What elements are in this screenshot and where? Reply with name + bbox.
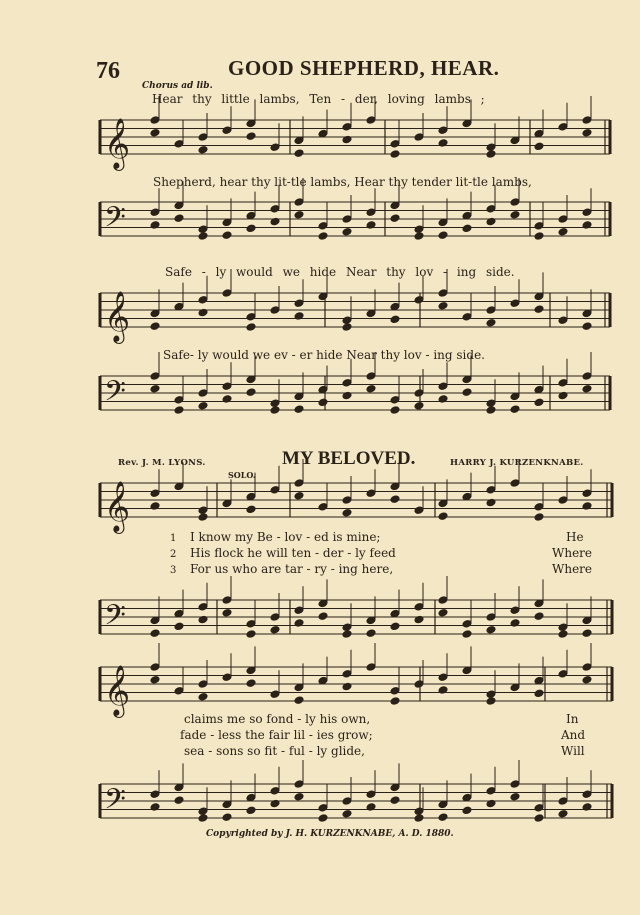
notehead bbox=[534, 689, 544, 698]
notehead bbox=[222, 382, 232, 391]
notehead bbox=[342, 623, 352, 632]
verse-text: I know my Be - lov - ed is mine; bbox=[190, 530, 381, 544]
notehead bbox=[414, 807, 424, 816]
notehead bbox=[390, 687, 400, 696]
notehead bbox=[486, 690, 496, 699]
notehead bbox=[294, 149, 304, 158]
notehead bbox=[510, 405, 520, 414]
notehead bbox=[582, 208, 592, 217]
notehead bbox=[294, 696, 304, 705]
notehead bbox=[486, 150, 496, 159]
notehead bbox=[318, 814, 328, 823]
verse-text: For us who are tar - ry - ing here, bbox=[190, 562, 394, 576]
notehead bbox=[270, 143, 280, 152]
notehead bbox=[390, 396, 400, 405]
notehead bbox=[198, 506, 208, 515]
notehead bbox=[222, 813, 232, 822]
notehead bbox=[246, 313, 256, 322]
notehead bbox=[510, 606, 520, 615]
notehead bbox=[270, 625, 280, 634]
notehead bbox=[558, 316, 568, 325]
notehead bbox=[414, 296, 424, 305]
notehead bbox=[198, 389, 208, 398]
song-title-good-shepherd: GOOD SHEPHERD, HEAR. bbox=[228, 56, 500, 80]
notehead bbox=[270, 399, 280, 408]
verse-number: 3 bbox=[170, 565, 177, 576]
notehead bbox=[150, 489, 160, 498]
verse-2-end-word-2: And bbox=[561, 728, 586, 742]
notehead bbox=[438, 382, 448, 391]
notehead bbox=[534, 513, 544, 522]
notehead bbox=[438, 813, 448, 822]
notehead bbox=[438, 126, 448, 135]
notehead bbox=[150, 629, 160, 638]
notehead bbox=[294, 299, 304, 308]
notehead bbox=[582, 629, 592, 638]
notehead bbox=[486, 787, 496, 796]
notehead bbox=[318, 232, 328, 241]
notehead bbox=[198, 513, 208, 522]
notehead bbox=[198, 680, 208, 689]
notehead bbox=[294, 479, 304, 488]
verse-text: His flock he will ten - der - ly feed bbox=[190, 546, 396, 560]
notehead bbox=[486, 406, 496, 415]
notehead bbox=[294, 491, 304, 500]
notehead bbox=[486, 697, 496, 706]
notehead bbox=[534, 222, 544, 231]
notehead bbox=[534, 503, 544, 512]
notehead bbox=[366, 208, 376, 217]
notehead bbox=[438, 289, 448, 298]
notehead bbox=[342, 227, 352, 236]
notehead bbox=[342, 670, 352, 679]
notehead bbox=[150, 675, 160, 684]
notehead bbox=[342, 630, 352, 639]
notehead bbox=[294, 606, 304, 615]
notehead bbox=[150, 322, 160, 331]
notehead bbox=[198, 603, 208, 612]
notehead bbox=[486, 625, 496, 634]
notehead bbox=[270, 613, 280, 622]
notehead bbox=[318, 398, 328, 407]
composer-credit: HARRY J. KURZENKNABE. bbox=[450, 458, 584, 468]
notehead bbox=[558, 215, 568, 224]
treble-clef-icon: 𝄞 bbox=[104, 665, 131, 716]
notehead bbox=[246, 388, 256, 397]
notehead bbox=[174, 214, 184, 223]
verse-3-end-word-2: Will bbox=[561, 744, 585, 758]
notehead bbox=[342, 379, 352, 388]
notehead bbox=[582, 372, 592, 381]
notehead bbox=[198, 692, 208, 701]
notehead bbox=[390, 495, 400, 504]
notehead bbox=[534, 142, 544, 151]
bass-clef-icon: 𝄢 bbox=[104, 201, 126, 241]
notehead bbox=[270, 486, 280, 495]
notehead bbox=[222, 231, 232, 240]
verse-number: 2 bbox=[170, 549, 177, 560]
notehead bbox=[246, 323, 256, 332]
notehead bbox=[390, 697, 400, 706]
notehead bbox=[294, 780, 304, 789]
notehead bbox=[582, 384, 592, 393]
notehead bbox=[462, 313, 472, 322]
notehead bbox=[414, 133, 424, 142]
notehead bbox=[198, 133, 208, 142]
notehead bbox=[198, 225, 208, 234]
notehead bbox=[390, 622, 400, 631]
verse-3-end-word: Where bbox=[552, 562, 593, 576]
notehead bbox=[198, 296, 208, 305]
notehead bbox=[558, 496, 568, 505]
notehead bbox=[510, 792, 520, 801]
verse-1-end-word: He bbox=[566, 530, 584, 544]
notehead bbox=[174, 406, 184, 415]
notehead bbox=[534, 804, 544, 813]
notehead bbox=[150, 663, 160, 672]
notehead bbox=[558, 797, 568, 806]
notehead bbox=[534, 814, 544, 823]
notehead bbox=[462, 620, 472, 629]
notehead bbox=[390, 214, 400, 223]
notehead bbox=[414, 225, 424, 234]
bass-clef-icon: 𝄢 bbox=[104, 783, 126, 823]
treble-clef-icon: 𝄞 bbox=[104, 481, 131, 532]
lyric-line-2: Shepherd, hear thy lit-tle lambs, Hear thy tender lit-tle lambs, bbox=[153, 175, 532, 189]
notehead bbox=[246, 132, 256, 141]
bass-clef-icon: 𝄢 bbox=[104, 599, 126, 639]
notehead bbox=[342, 797, 352, 806]
notehead bbox=[150, 116, 160, 125]
notehead bbox=[414, 232, 424, 241]
verse-number: 1 bbox=[170, 533, 177, 544]
notehead bbox=[510, 479, 520, 488]
notehead bbox=[582, 790, 592, 799]
notehead bbox=[342, 215, 352, 224]
notehead bbox=[462, 388, 472, 397]
notehead bbox=[246, 679, 256, 688]
notehead bbox=[150, 384, 160, 393]
notehead bbox=[510, 299, 520, 308]
notehead bbox=[174, 622, 184, 631]
notehead bbox=[342, 508, 352, 517]
treble-clef-icon: 𝄞 bbox=[104, 118, 131, 169]
notehead bbox=[150, 128, 160, 137]
notehead bbox=[534, 232, 544, 241]
notehead bbox=[198, 145, 208, 154]
treble-clef-icon: 𝄞 bbox=[104, 291, 131, 342]
notehead bbox=[270, 406, 280, 415]
notehead bbox=[558, 379, 568, 388]
notehead bbox=[534, 398, 544, 407]
notehead bbox=[294, 210, 304, 219]
notehead bbox=[414, 603, 424, 612]
notehead bbox=[582, 116, 592, 125]
bass-clef-icon: 𝄢 bbox=[104, 375, 126, 415]
notehead bbox=[318, 612, 328, 621]
notehead bbox=[198, 232, 208, 241]
verse-1-end-word-2: In bbox=[566, 712, 579, 726]
notehead bbox=[438, 512, 448, 521]
notehead bbox=[438, 673, 448, 682]
lyric-line-4: Safe- ly would we ev - er hide Near thy lov - ing side. bbox=[163, 348, 485, 362]
notehead bbox=[390, 796, 400, 805]
notehead bbox=[342, 316, 352, 325]
notehead bbox=[246, 806, 256, 815]
notehead bbox=[558, 670, 568, 679]
verse-1-line-2: claims me so fond - ly his own, bbox=[184, 712, 371, 726]
clefs bbox=[104, 118, 130, 823]
notehead bbox=[486, 613, 496, 622]
notehead bbox=[414, 506, 424, 515]
notehead bbox=[462, 806, 472, 815]
notehead bbox=[222, 126, 232, 135]
notehead bbox=[270, 306, 280, 315]
notehead bbox=[366, 116, 376, 125]
song-title-my-beloved: MY BELOVED. bbox=[282, 448, 416, 469]
notehead bbox=[222, 608, 232, 617]
notehead bbox=[198, 814, 208, 823]
notehead bbox=[582, 675, 592, 684]
notehead bbox=[198, 401, 208, 410]
notehead bbox=[270, 787, 280, 796]
notehead bbox=[318, 804, 328, 813]
solo-marking: SOLO. bbox=[228, 470, 256, 480]
notehead bbox=[414, 401, 424, 410]
notehead bbox=[318, 222, 328, 231]
notehead bbox=[366, 663, 376, 672]
notehead bbox=[342, 123, 352, 132]
notehead bbox=[366, 790, 376, 799]
notehead bbox=[438, 231, 448, 240]
notehead bbox=[390, 140, 400, 149]
notehead bbox=[462, 224, 472, 233]
notehead bbox=[150, 790, 160, 799]
notehead bbox=[294, 405, 304, 414]
notehead bbox=[366, 372, 376, 381]
notehead bbox=[222, 596, 232, 605]
copyright-notice: Copyrighted by J. H. KURZENKNABE, A. D. 1880. bbox=[206, 829, 454, 839]
notehead bbox=[486, 399, 496, 408]
notehead bbox=[582, 489, 592, 498]
verse-2-line-2: fade - less the fair lil - ies grow; bbox=[180, 728, 373, 742]
tempo-marking: Chorus ad lib. bbox=[142, 81, 213, 91]
verse-2-end-word: Where bbox=[552, 546, 593, 560]
lyric-line-1: Hear thy little lambs, Ten - der, loving lambs ; bbox=[152, 92, 485, 106]
notehead bbox=[414, 814, 424, 823]
notehead bbox=[270, 690, 280, 699]
noteheads bbox=[150, 96, 592, 822]
notehead bbox=[558, 123, 568, 132]
notehead bbox=[390, 150, 400, 159]
notehead bbox=[486, 318, 496, 327]
notehead bbox=[222, 673, 232, 682]
notehead bbox=[270, 205, 280, 214]
notehead bbox=[510, 198, 520, 207]
notehead bbox=[342, 323, 352, 332]
notehead bbox=[438, 608, 448, 617]
notehead bbox=[414, 680, 424, 689]
notehead bbox=[246, 630, 256, 639]
lyric-line-3: Safe - ly would we hide Near thy lov - ing side. bbox=[165, 265, 515, 279]
notehead bbox=[582, 663, 592, 672]
notehead bbox=[366, 384, 376, 393]
notehead bbox=[174, 396, 184, 405]
notehead bbox=[342, 496, 352, 505]
notehead bbox=[174, 687, 184, 696]
notehead bbox=[390, 406, 400, 415]
notehead bbox=[294, 792, 304, 801]
notehead bbox=[534, 612, 544, 621]
notehead bbox=[246, 505, 256, 514]
page-number: 76 bbox=[96, 58, 120, 84]
notehead bbox=[582, 128, 592, 137]
notehead bbox=[198, 807, 208, 816]
notehead bbox=[150, 208, 160, 217]
notehead bbox=[510, 780, 520, 789]
notehead bbox=[318, 503, 328, 512]
notehead bbox=[534, 305, 544, 314]
notehead bbox=[366, 489, 376, 498]
notehead bbox=[462, 630, 472, 639]
notehead bbox=[174, 140, 184, 149]
notehead bbox=[486, 486, 496, 495]
notehead bbox=[558, 630, 568, 639]
notehead bbox=[558, 623, 568, 632]
notehead bbox=[342, 809, 352, 818]
author-credit: Rev. J. M. LYONS. bbox=[118, 458, 206, 468]
notehead bbox=[558, 809, 568, 818]
notehead bbox=[390, 315, 400, 324]
notehead bbox=[486, 205, 496, 214]
notehead bbox=[414, 389, 424, 398]
notehead bbox=[294, 198, 304, 207]
notehead bbox=[558, 227, 568, 236]
notehead bbox=[486, 306, 496, 315]
notehead bbox=[174, 796, 184, 805]
notehead bbox=[582, 322, 592, 331]
notehead bbox=[486, 143, 496, 152]
notehead bbox=[438, 301, 448, 310]
notehead bbox=[150, 372, 160, 381]
notehead bbox=[246, 224, 256, 233]
notehead bbox=[246, 620, 256, 629]
notehead bbox=[438, 596, 448, 605]
notehead bbox=[366, 629, 376, 638]
notehead bbox=[510, 210, 520, 219]
notehead bbox=[222, 289, 232, 298]
verse-3-line-2: sea - sons so fit - ful - ly glide, bbox=[184, 744, 365, 758]
